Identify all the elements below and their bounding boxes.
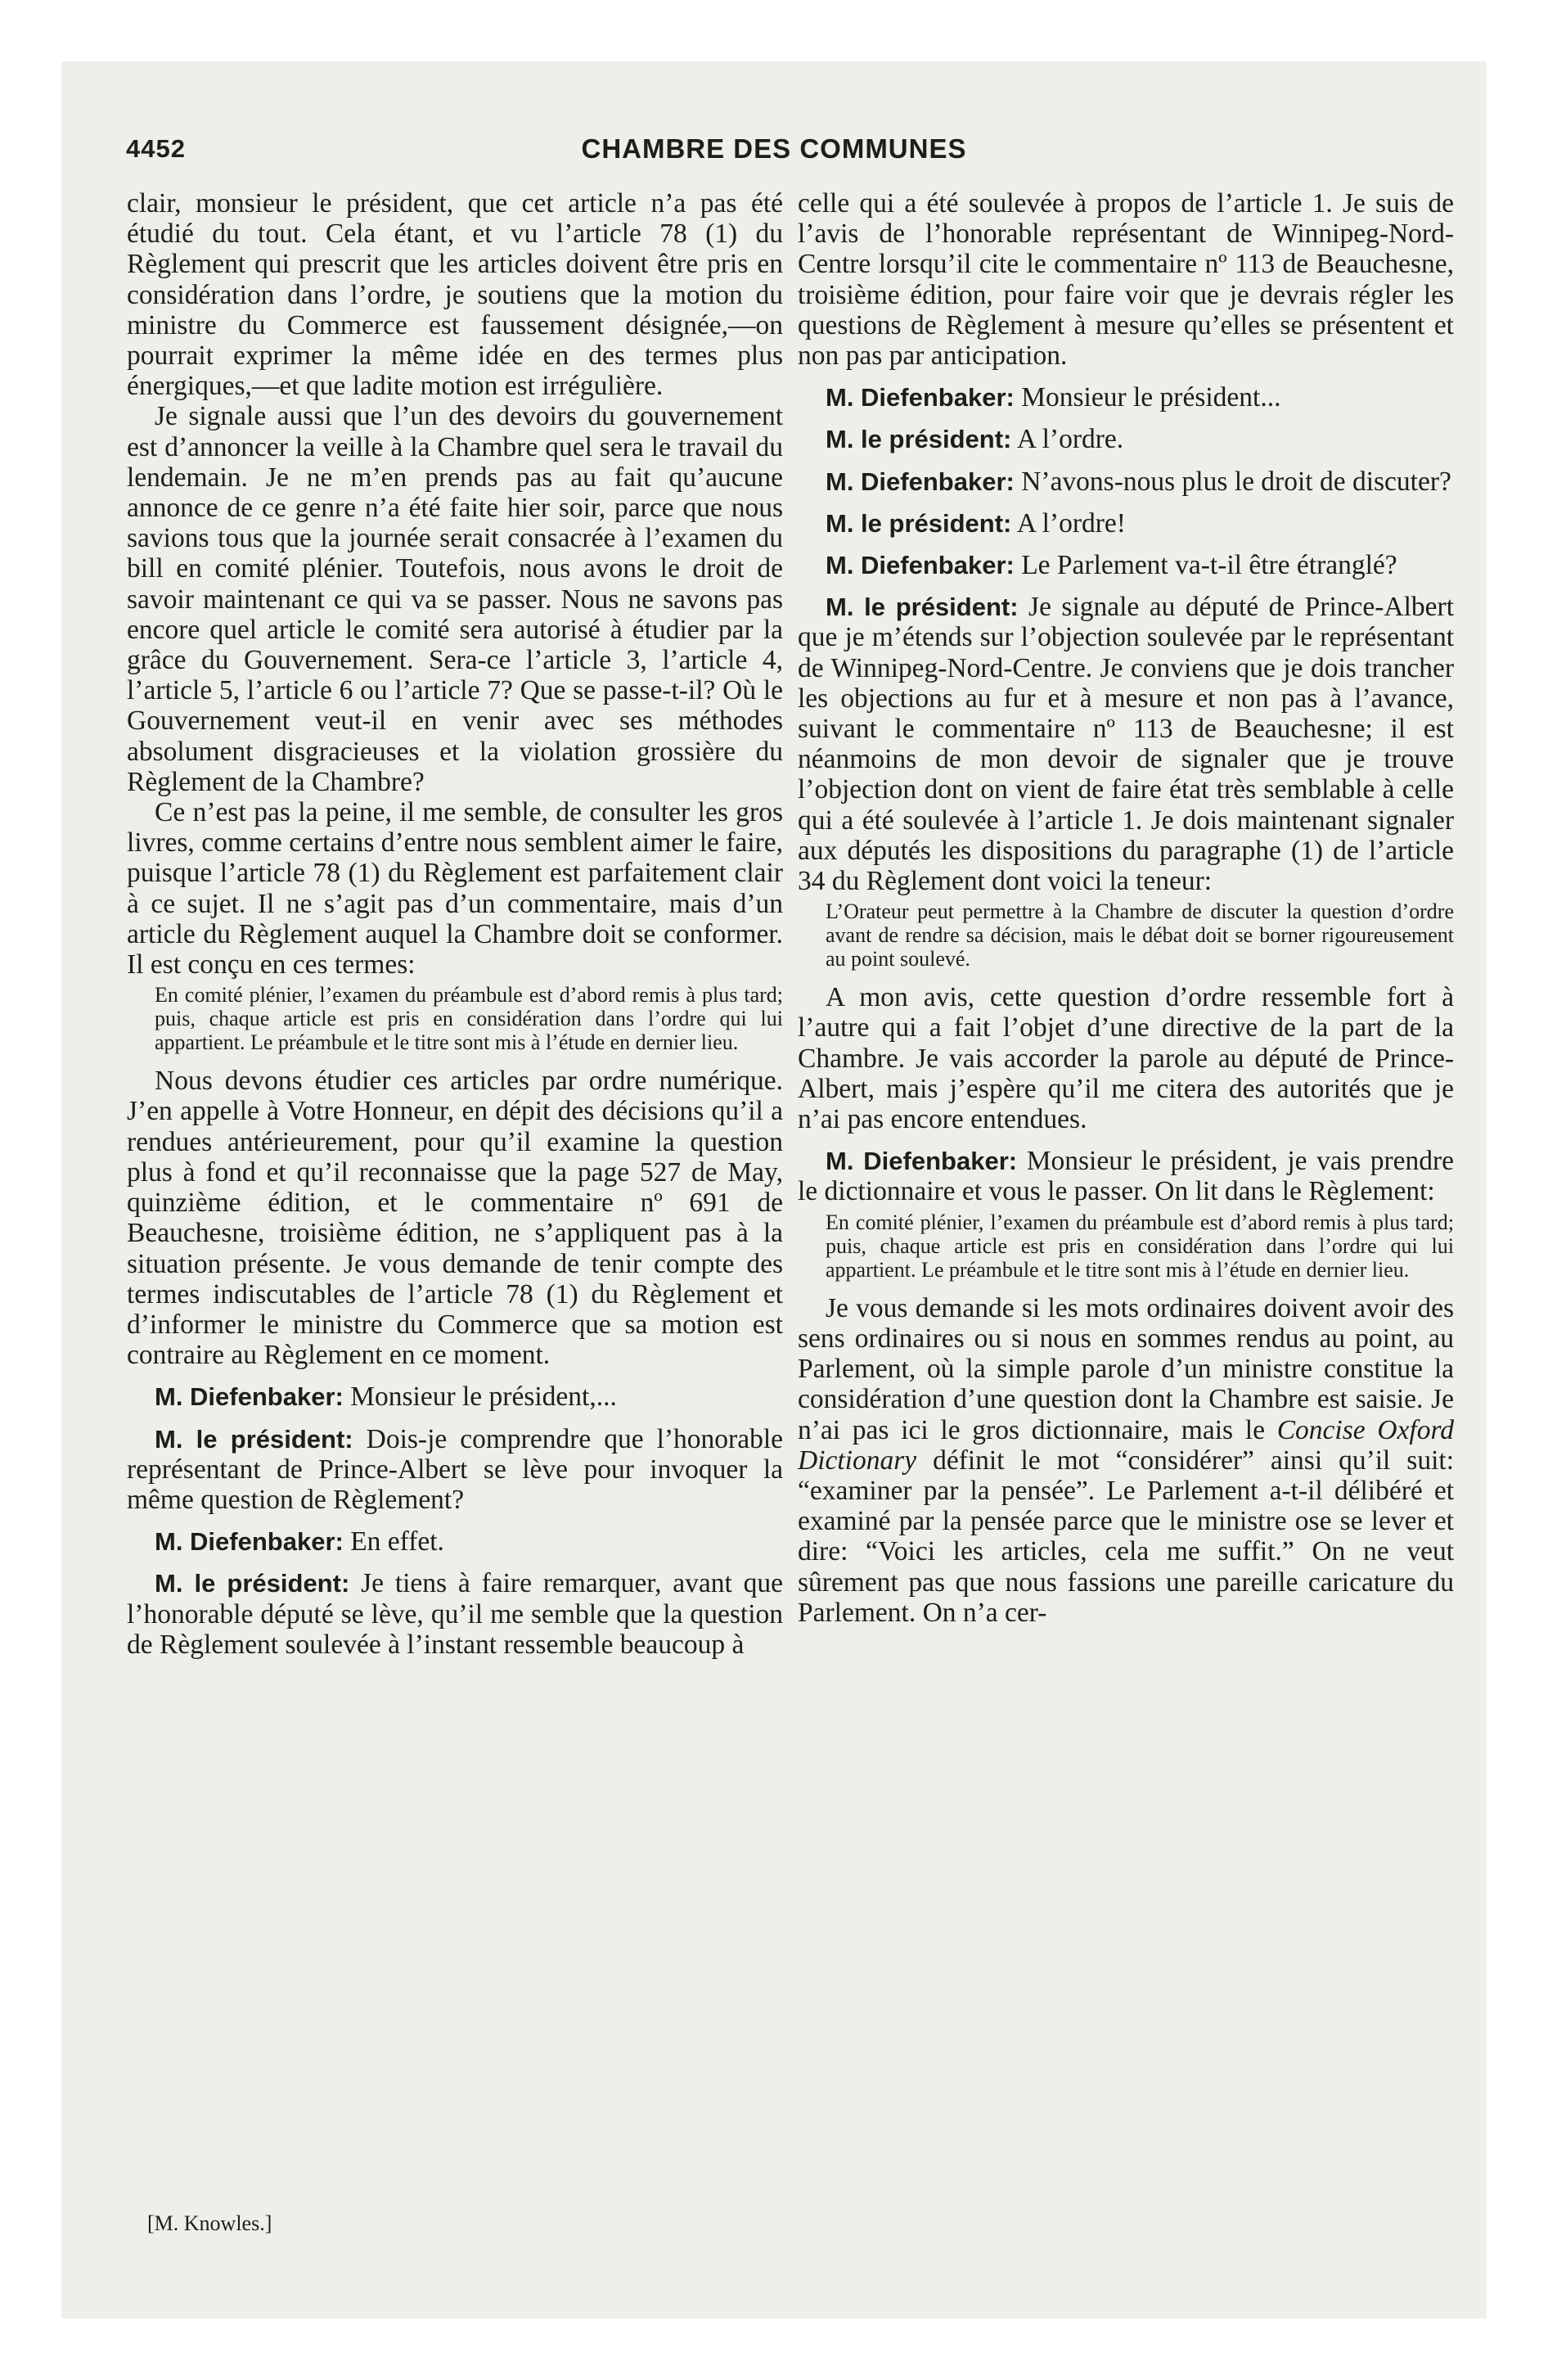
speech [798,382,1454,412]
speech [798,592,1454,896]
block-quote [155,983,783,1054]
speaker-name: M. Diefenbaker: [826,383,1015,412]
speaker-name: M. le président: [155,1569,350,1598]
speech-text: N’avons-nous plus le droit de discuter? [1021,466,1451,497]
speech [127,1382,783,1412]
paragraph: Nous devons étudier ces articles par ordre numérique. J’en appelle à Votre Honneur, en dépit des décisions qu’il a rendues antérieurement, pour qu’il examine la question plus à fond et qu’il reconnaisse que la page 527 de May, quinzième édition, et le commentaire nº 691 de Beauchesne, troisième édition, ne s’appliquent pas à la situation présente. Je vous demande de tenir compte des termes indiscutables de l’article 78 (1) du Règlement et d’informer le ministre du Commerce que sa motion est contraire au Règlement en ce moment. [127,1066,783,1371]
speech-text: Dois-je comprendre que l’honorable représentant de Prince-Albert se lève pour invoquer la même question de Règlement? [127,1423,783,1515]
speech [798,550,1454,580]
speech [798,424,1454,454]
paragraph: Je signale aussi que l’un des devoirs du gouvernement est d’annoncer la veille à la Chambre quel sera le travail du lendemain. Je ne m’en prends pas au fait qu’aucune annonce de ce genre n’a été faite hier soir, parce que nous savions tous que la journée serait consacrée à l’examen du bill en comité plénier. Toutefois, nous avons le droit de savoir maintenant ce qui va se passer. Nous ne savons pas encore quel article le comité sera autorisé à étudier par la grâce du Gouvernement. Sera-ce l’article 3, l’article 4, l’article 5, l’article 6 ou l’article 7? Que se passe-t-il? Où le Gouvernement veut-il en venir avec ses méthodes absolument disgracieuses et la violation grossière du Règlement de la Chambre? [127,401,783,797]
block-quote [826,899,1454,971]
speech [127,1568,783,1660]
speaker-name: M. le président: [155,1424,353,1454]
paragraph: A mon avis, cette question d’ordre ressemble fort à l’autre qui a fait l’objet d’une directive de la part de la Chambre. Je vais accorder la parole au député de Prince-Albert, mais j’espère qu’il me citera des autorités que je n’ai pas encore entendues. [798,982,1454,1135]
speech-text: En effet. [350,1526,444,1557]
speech-text: Monsieur le président,... [350,1382,617,1413]
scanned-page [61,61,1487,2319]
speech-text: Monsieur le président, je vais prendre le dictionnaire et vous le passer. On lit dans le Règlement: [798,1146,1455,1207]
speech-text: Je signale au député de Prince-Albert que je m’étends sur l’objection soulevée par le représentant de Winnipeg-Nord-Centre. Je conviens que je dois trancher les objections au fur et à mesure et non pas à l’avance, suivant le commentaire nº 113 de Beauchesne; il est néanmoins de mon devoir de signaler que je trouve l’objection dont on vient de faire état très semblable à celle qui a été soulevée à l’article 1. Je dois maintenant signaler aux députés les dispositions du paragraphe (1) de l’article 34 du Règlement dont voici la teneur: [798,592,1455,897]
dictionary-title: Concise Oxford Dictionary [798,1414,1455,1476]
speaker-name: M. Diefenbaker: [826,551,1015,580]
speech-text: A l’ordre. [1016,424,1124,455]
paragraph-text: Je vous demande si les mots ordinaires doivent avoir des sens ordinaires ou si nous en sommes rendus au point, au Parlement, où la simple parole d’un ministre constitue la considération d’une question dont la Chambre est saisie. Je n’ai pas ici le gros dictionnaire, mais le [798,1292,1454,1445]
quote-text: L’Orateur peut permettre à la Chambre de discuter la question d’ordre avant de rendre sa décision, mais le débat doit se borner rigoureusement au point soulevé. [826,899,1454,971]
block-quote [826,1210,1454,1282]
speech-text: Le Parlement va-t-il être étranglé? [1021,550,1397,581]
right-column [798,188,1454,1628]
speaker-credit: [M. Knowles.] [147,2211,272,2235]
speech-text: A l’ordre! [1016,507,1126,539]
page-number: 4452 [126,134,186,163]
speaker-name: M. Diefenbaker: [155,1527,344,1557]
left-column [127,188,783,1663]
speaker-name: M. Diefenbaker: [155,1382,344,1412]
speaker-name: M. Diefenbaker: [826,467,1015,496]
speech [798,508,1454,539]
quote-text: En comité plénier, l’examen du préambule est d’abord remis à plus tard; puis, chaque article est pris en considération dans l’ordre qui lui appartient. Le préambule et le titre sont mis à l’étude en dernier lieu. [826,1210,1454,1282]
paragraph: clair, monsieur le président, que cet article n’a pas été étudié du tout. Cela étant, et vu l’article 78 (1) du Règlement qui prescrit que les articles doivent être pris en considération dans l’ordre, je soutiens que la motion du ministre du Commerce est faussement désignée,—on pourrait exprimer la même idée en des termes plus énergiques,—et que ladite motion est irrégulière. [127,188,783,402]
speech-text: Monsieur le président... [1021,382,1281,413]
speech [798,467,1454,497]
paragraph: Ce n’est pas la peine, il me semble, de consulter les gros livres, comme certains d’entre nous semblent aimer le faire, puisque l’article 78 (1) du Règlement est parfaitement clair à ce sujet. Il ne s’agit pas d’un commentaire, mais d’un article du Règlement auquel la Chambre doit se conformer. Il est conçu en ces termes: [127,797,783,980]
paragraph [798,1293,1454,1628]
speech [127,1526,783,1557]
speaker-name: M. le président: [826,508,1012,538]
speaker-name: M. Diefenbaker: [826,1147,1018,1176]
speech-text: Je tiens à faire remarquer, avant que l’honorable député se lève, qu’il me semble que la question de Règlement soulevée à l’instant ressemble beaucoup à [127,1568,784,1660]
speech [127,1424,783,1516]
paragraph-text: définit le mot “considérer” ainsi qu’il suit: “examiner par la pensée”. Le Parlement a-t-il délibéré et examiné par la pensée parce que le ministre ose se lever et dire: “Voici les articles, cela me suffit.” On ne veut sûrement pas que nous fassions une pareille caricature du Parlement. On n’a cer- [798,1445,1454,1628]
speaker-name: M. le président: [826,425,1012,454]
running-head: CHAMBRE DES COMMUNES [581,133,967,164]
paragraph: celle qui a été soulevée à propos de l’article 1. Je suis de l’avis de l’honorable représentant de Winnipeg-Nord-Centre lorsqu’il cite le commentaire nº 113 de Beauchesne, troisième édition, pour faire voir que je devrais régler les questions de Règlement à mesure qu’elles se présentent et non pas par anticipation. [798,188,1454,372]
speech [798,1146,1454,1206]
quote-text: En comité plénier, l’examen du préambule est d’abord remis à plus tard; puis, chaque article est pris en considération dans l’ordre qui lui appartient. Le préambule et le titre sont mis à l’étude en dernier lieu. [155,983,783,1055]
speaker-name: M. le président: [826,593,1019,622]
